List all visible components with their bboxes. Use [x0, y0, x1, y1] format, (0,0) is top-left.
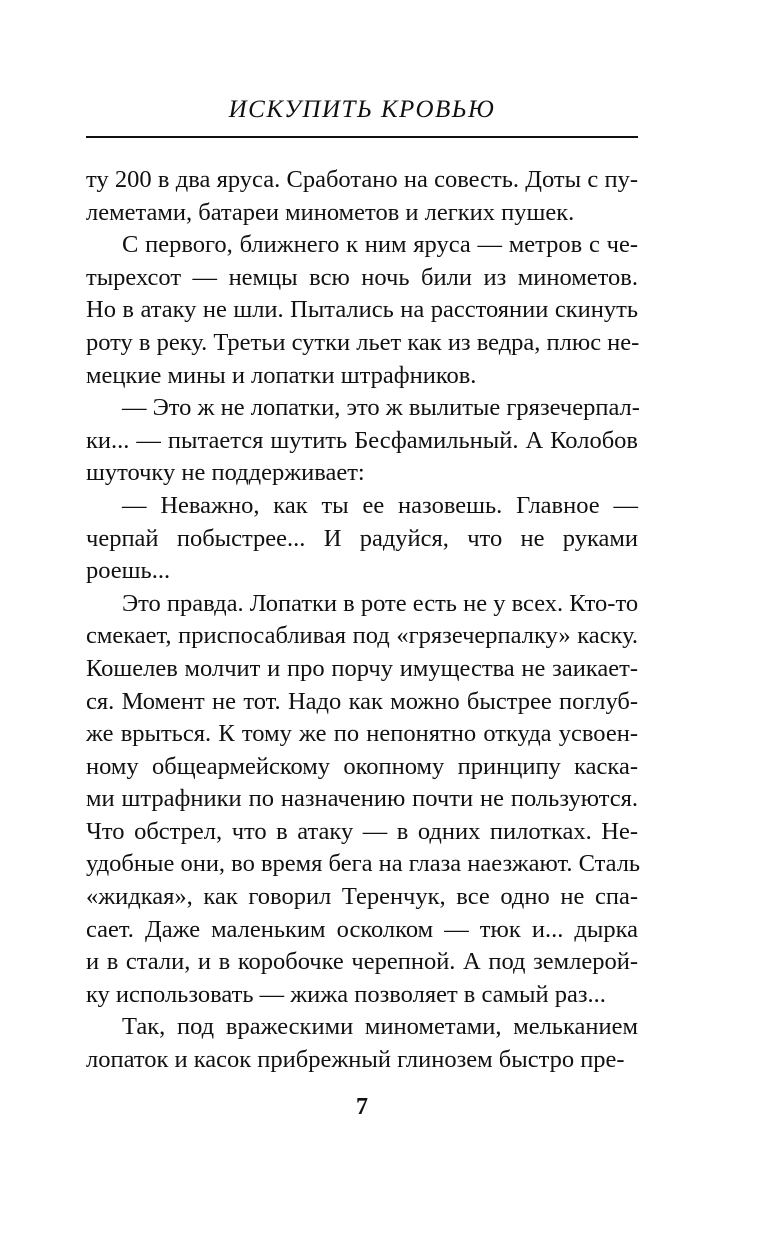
text-line: и в стали, и в коробочке черепной. А под землерой-: [86, 948, 638, 976]
paragraph: [86, 588, 641, 1012]
text-line: — Неважно, как ты ее назовешь. Главное —: [122, 491, 638, 519]
text-line: роту в реку. Третьи сутки льет как из ведра, плюс не-: [86, 328, 640, 356]
text-line: мецкие мины и лопатки штрафников.: [86, 361, 477, 389]
text-line: Что обстрел, что в атаку — в одних пилотках. Не-: [86, 817, 638, 845]
text-line: ся. Момент не тот. Надо как можно быстрее поглуб-: [86, 687, 638, 715]
text-line: ки... — пытается шутить Бесфамильный. А Колобов: [86, 426, 638, 454]
text-line: тырехсот — немцы всю ночь били из минометов.: [86, 263, 638, 291]
paragraph: [86, 164, 638, 229]
text-line: лопаток и касок прибрежный глинозем быстро пре-: [86, 1046, 625, 1074]
text-line: Так, под вражескими минометами, мельканием: [122, 1013, 638, 1041]
text-line: удобные они, во время бега на глаза наезжают. Сталь: [86, 850, 641, 878]
page-number: 7: [356, 1094, 368, 1120]
text-line: Кошелев молчит и про порчу имущества не заикает-: [86, 654, 638, 682]
text-line: — Это ж не лопатки, это ж вылитые грязечерпал-: [122, 394, 640, 422]
text-line: С первого, ближнего к ним яруса — метров с че-: [122, 231, 638, 259]
text-line: шуточку не поддерживает:: [86, 459, 365, 487]
header-rule: [86, 136, 638, 138]
text-line: Это правда. Лопатки в роте есть не у всех. Кто-то: [122, 589, 639, 617]
paragraph: [86, 392, 638, 490]
paragraph: [86, 1011, 638, 1076]
text-line: же врыться. К тому же по непонятно откуда усвоен-: [86, 720, 638, 748]
text-line: ми штрафники по назначению почти не пользуются.: [86, 785, 638, 813]
running-head-title: ИСКУПИТЬ КРОВЬЮ: [228, 96, 496, 123]
paragraph: [86, 490, 638, 588]
text-line: сает. Даже маленьким осколком — тюк и... дырка: [86, 915, 638, 943]
text-line: леметами, батареи минометов и легких пушек.: [86, 198, 575, 226]
text-line: ку использовать — жижа позволяет в самый раз...: [86, 980, 606, 1008]
text-line: Но в атаку не шли. Пытались на расстоянии скинуть: [86, 296, 638, 324]
text-line: смекает, приспосабливая под «грязечерпалку» каску.: [86, 622, 638, 650]
body-text: [86, 164, 641, 1077]
text-line: роешь...: [86, 557, 171, 585]
paragraph: [86, 229, 638, 392]
text-line: ту 200 в два яруса. Сработано на совесть. Доты с пу-: [86, 166, 638, 193]
text-line: «жидкая», как говорил Теренчук, все одно не спа-: [86, 883, 638, 911]
text-line: черпай побыстрее... И радуйся, что не руками: [86, 524, 638, 552]
text-line: ному общеармейскому окопному принципу каска-: [86, 752, 638, 780]
